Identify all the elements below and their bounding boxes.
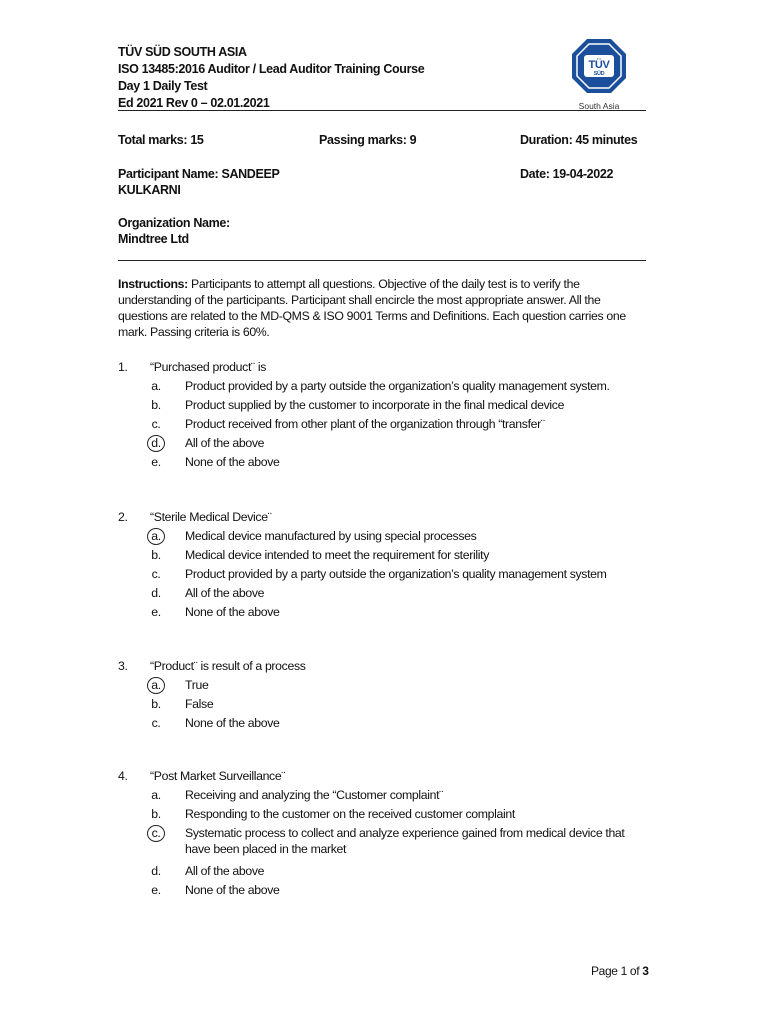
- option-letter: b.: [151, 398, 161, 412]
- question-text: “Product¨ is result of a process: [150, 659, 306, 673]
- header-test-title: Day 1 Daily Test: [118, 79, 208, 93]
- option-text: All of the above: [185, 586, 265, 600]
- header-edition: Ed 2021 Rev 0 – 02.01.2021: [118, 96, 270, 110]
- option-text: Product provided by a party outside the organization’s quality management system.: [185, 379, 610, 393]
- option-letter: e.: [151, 455, 161, 469]
- option-text: None of the above: [185, 605, 280, 619]
- option-letter: b.: [151, 697, 161, 711]
- organization-value: Mindtree Ltd: [118, 232, 189, 246]
- question-header: [118, 509, 646, 528]
- option-letter: e.: [151, 605, 161, 619]
- duration: Duration: 45 minutes: [520, 133, 638, 147]
- answer-option[interactable]: [118, 863, 646, 882]
- answer-option[interactable]: [118, 585, 646, 604]
- answer-option[interactable]: [118, 806, 646, 825]
- page-number-prefix: Page 1 of: [591, 964, 643, 978]
- svg-text:TÜV: TÜV: [588, 59, 610, 71]
- option-letter: e.: [151, 883, 161, 897]
- question-text: “Sterile Medical Device¨: [150, 510, 272, 524]
- circled-option-letter: d.: [147, 435, 165, 452]
- answer-option[interactable]: [118, 435, 646, 454]
- circled-option-letter: a.: [147, 528, 165, 545]
- option-letter: c.: [151, 417, 161, 431]
- test-date: Date: 19-04-2022: [520, 167, 614, 181]
- question-number: 2.: [118, 510, 128, 524]
- header-company: TÜV SÜD SOUTH ASIA: [118, 45, 247, 59]
- instructions-text: Participants to attempt all questions. Objective of the daily test is to verify the understanding of the participants. Participant shall encircle the most appropriate answer. All the questions are related to the MD-QMS & ISO 9001 Terms and Definitions. Each question carries one mark. Passing criteria is 60%.: [118, 277, 626, 339]
- question-4: [118, 768, 646, 901]
- circled-option-letter: c.: [147, 825, 165, 842]
- test-info: [118, 132, 646, 247]
- question-header: [118, 768, 646, 787]
- total-marks: Total marks: 15: [118, 133, 204, 147]
- answer-option[interactable]: [118, 882, 646, 901]
- option-text: None of the above: [185, 455, 280, 469]
- participant-row-2: [118, 182, 646, 198]
- passing-marks: Passing marks: 9: [319, 133, 417, 147]
- option-letter: d.: [151, 586, 161, 600]
- answer-option[interactable]: [118, 677, 646, 696]
- question-number: 4.: [118, 769, 128, 783]
- tuv-logo: [570, 38, 628, 111]
- page-number-total: 3: [642, 964, 649, 978]
- answer-option[interactable]: [118, 604, 646, 623]
- option-text: False: [185, 697, 214, 711]
- instructions-paragraph: [118, 276, 646, 340]
- answer-option[interactable]: [118, 528, 646, 547]
- answer-option[interactable]: [118, 454, 646, 473]
- option-text: Responding to the customer on the received customer complaint: [185, 807, 515, 821]
- question-1: [118, 359, 646, 473]
- option-letter: a.: [151, 379, 161, 393]
- page-number: [591, 964, 649, 978]
- participant-name-line2: KULKARNI: [118, 183, 181, 197]
- svg-text:SÜD: SÜD: [593, 71, 605, 77]
- option-text: Product provided by a party outside the organization’s quality management system: [185, 567, 607, 581]
- answer-option[interactable]: [118, 547, 646, 566]
- org-row: [118, 215, 646, 231]
- divider-line: [118, 260, 646, 261]
- question-header: [118, 359, 646, 378]
- instructions-label: Instructions:: [118, 277, 188, 291]
- option-text: True: [185, 678, 209, 692]
- tuv-octagon-logo-icon: [571, 38, 627, 94]
- option-letter: c.: [151, 567, 161, 581]
- answer-option[interactable]: [118, 696, 646, 715]
- question-text: “Purchased product¨ is: [150, 360, 267, 374]
- option-text: Product supplied by the customer to incorporate in the final medical device: [185, 398, 565, 412]
- question-3: [118, 658, 646, 734]
- option-text: All of the above: [185, 864, 265, 878]
- participant-row: [118, 166, 646, 182]
- option-text: None of the above: [185, 716, 280, 730]
- option-letter: b.: [151, 548, 161, 562]
- question-text: “Post Market Surveillance¨: [150, 769, 286, 783]
- answer-option[interactable]: [118, 397, 646, 416]
- option-letter: d.: [151, 864, 161, 878]
- answer-option[interactable]: [118, 378, 646, 397]
- document-header: [118, 44, 646, 111]
- option-text: All of the above: [185, 436, 265, 450]
- option-text: Receiving and analyzing the “Customer complaint¨: [185, 788, 443, 802]
- option-text: Product received from other plant of the organization through “transfer¨: [185, 417, 545, 431]
- answer-option[interactable]: [118, 715, 646, 734]
- participant-name-line1: Participant Name: SANDEEP: [118, 167, 280, 181]
- option-text: Systematic process to collect and analyze experience gained from medical device that have been placed in the market: [185, 826, 625, 856]
- circled-option-letter: a.: [147, 677, 165, 694]
- organization-label: Organization Name:: [118, 216, 230, 230]
- header-course: ISO 13485:2016 Auditor / Lead Auditor Training Course: [118, 62, 425, 76]
- marks-row: [118, 132, 646, 148]
- org-row-2: [118, 231, 646, 247]
- option-letter: c.: [151, 716, 161, 730]
- logo-caption: South Asia: [578, 101, 620, 111]
- answer-option[interactable]: [118, 787, 646, 806]
- answer-option[interactable]: [118, 825, 646, 863]
- question-2: [118, 509, 646, 623]
- question-number: 1.: [118, 360, 128, 374]
- answer-option[interactable]: [118, 416, 646, 435]
- question-number: 3.: [118, 659, 128, 673]
- question-header: [118, 658, 646, 677]
- option-letter: b.: [151, 807, 161, 821]
- header-text-block: [118, 44, 424, 112]
- option-text: None of the above: [185, 883, 280, 897]
- answer-option[interactable]: [118, 566, 646, 585]
- option-letter: a.: [151, 788, 161, 802]
- option-text: Medical device manufactured by using special processes: [185, 529, 477, 543]
- option-text: Medical device intended to meet the requirement for sterility: [185, 548, 489, 562]
